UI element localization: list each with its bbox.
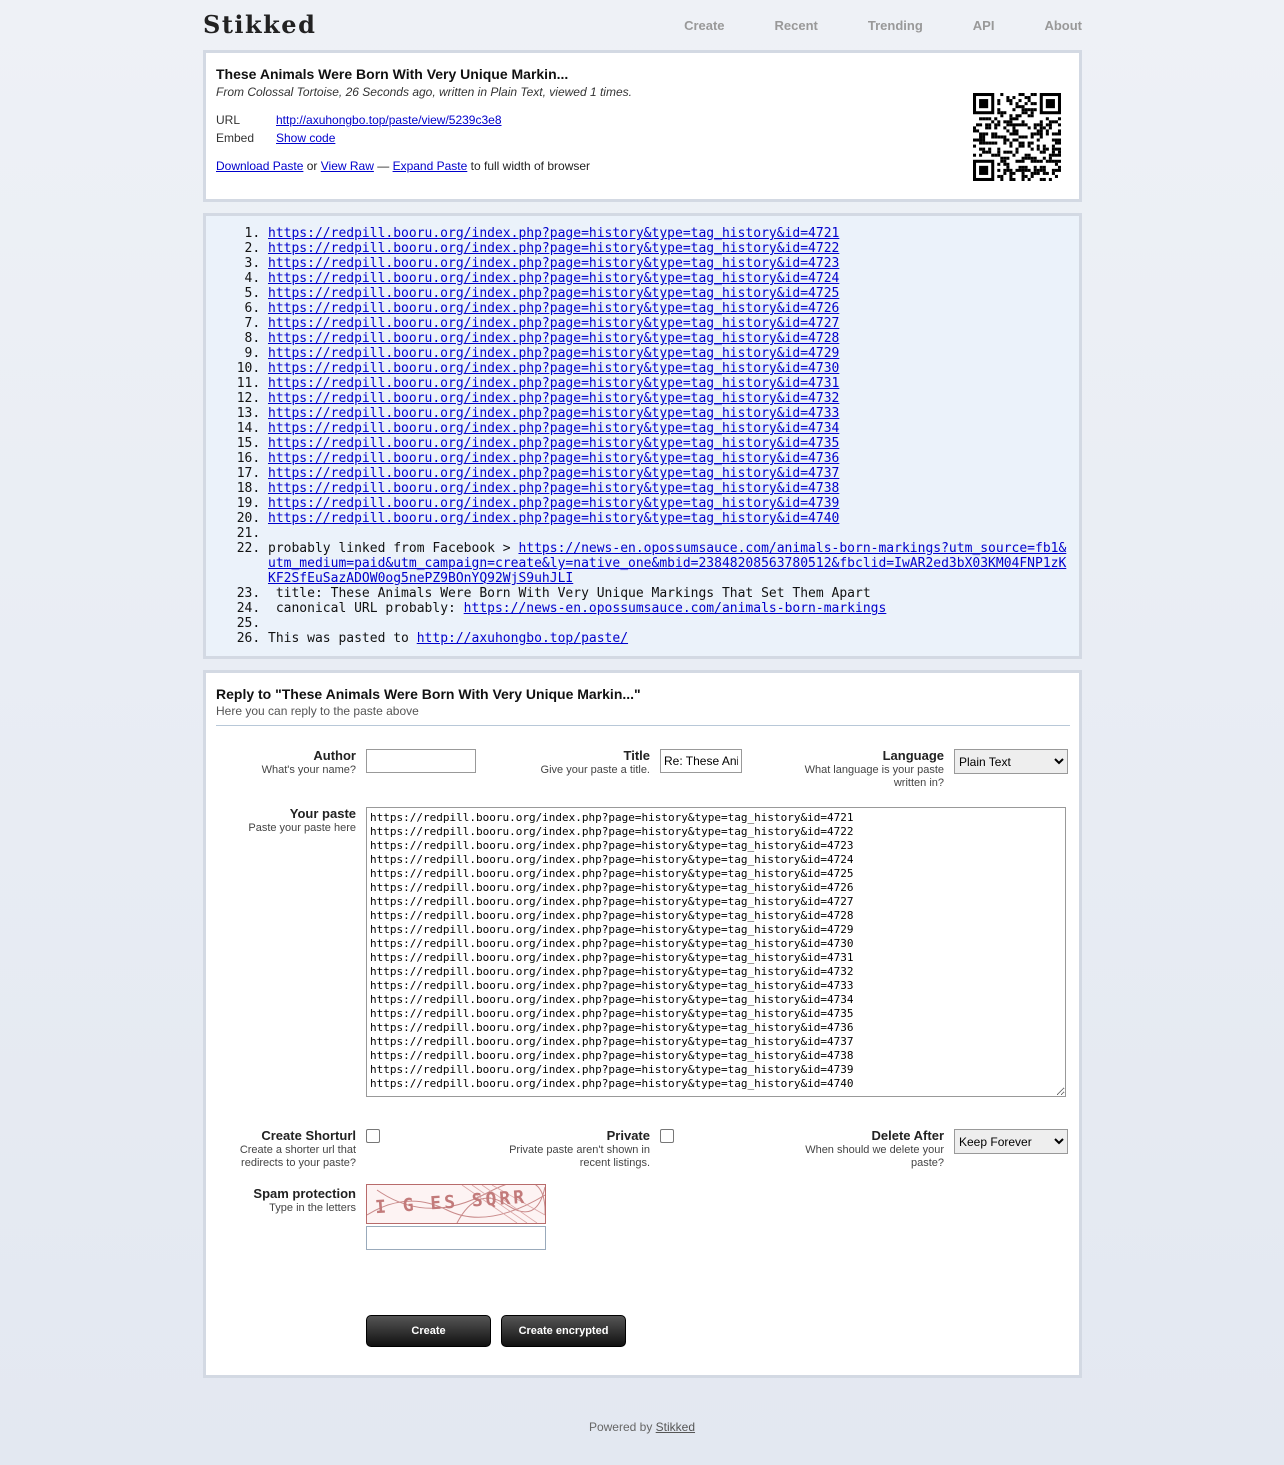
code-line-link[interactable]: https://redpill.booru.org/index.php?page=history&type=tag_history&id=4721 (268, 226, 840, 241)
author-label-text: Author (313, 748, 356, 763)
code-line-text: This was pasted to (268, 631, 417, 646)
code-line (268, 511, 1068, 526)
code-line (268, 256, 1068, 271)
captcha-input[interactable] (366, 1226, 546, 1250)
code-line-link[interactable]: https://redpill.booru.org/index.php?page=history&type=tag_history&id=4731 (268, 376, 840, 391)
author-input[interactable] (366, 749, 476, 773)
shorturl-label-text: Create Shorturl (261, 1128, 356, 1143)
shorturl-checkbox[interactable] (366, 1129, 380, 1143)
code-line (268, 406, 1068, 421)
code-line (268, 286, 1068, 301)
code-line-link[interactable]: https://redpill.booru.org/index.php?page=history&type=tag_history&id=4728 (268, 331, 840, 346)
code-line-link[interactable]: https://redpill.booru.org/index.php?page=history&type=tag_history&id=4732 (268, 391, 840, 406)
code-line-link[interactable]: https://redpill.booru.org/index.php?page=history&type=tag_history&id=4738 (268, 481, 840, 496)
divider (216, 725, 1070, 726)
code-line-link[interactable]: https://redpill.booru.org/index.php?page=history&type=tag_history&id=4726 (268, 301, 840, 316)
create-encrypted-button[interactable]: Create encrypted (501, 1315, 626, 1347)
private-label-text: Private (606, 1128, 650, 1143)
code-line-link[interactable]: https://news-en.opossumsauce.com/animals-born-markings (463, 601, 887, 616)
powered-by-text: Powered by (588, 1420, 653, 1434)
delete-after-select[interactable] (954, 1129, 1068, 1154)
spam-label (216, 1186, 356, 1215)
nav-recent[interactable]: Recent (774, 18, 818, 33)
title-input[interactable] (660, 749, 742, 773)
nav-trending[interactable]: Trending (867, 18, 923, 33)
or-text: or (306, 159, 318, 173)
delete-after-hint: When should we delete your paste? (805, 1144, 944, 1169)
code-line (268, 451, 1068, 466)
paste-code-box (203, 213, 1082, 659)
code-line (268, 376, 1068, 391)
shorturl-hint: Create a shorter url that redirects to your paste? (239, 1144, 356, 1169)
code-line-link[interactable]: https://redpill.booru.org/index.php?page=history&type=tag_history&id=4735 (268, 436, 840, 451)
code-line (268, 496, 1068, 511)
download-row (216, 159, 590, 173)
embed-row (216, 131, 335, 145)
language-label-text: Language (882, 748, 944, 763)
code-line (268, 391, 1068, 406)
code-line-link[interactable]: https://redpill.booru.org/index.php?page=history&type=tag_history&id=4740 (268, 511, 840, 526)
code-line-link[interactable]: https://redpill.booru.org/index.php?page=history&type=tag_history&id=4722 (268, 241, 840, 256)
code-line (268, 586, 1068, 601)
code-line (268, 271, 1068, 286)
code-line (268, 301, 1068, 316)
paste-meta: From Colossal Tortoise, 26 Seconds ago, written in Plain Text, viewed 1 times. (216, 85, 632, 99)
code-line-link[interactable]: https://redpill.booru.org/index.php?page=history&type=tag_history&id=4727 (268, 316, 840, 331)
shorturl-label (216, 1128, 356, 1170)
title-hint: Give your paste a title. (540, 764, 650, 776)
captcha-text: I G ES SQRR (374, 1186, 528, 1219)
site-logo[interactable]: Stikked (203, 10, 317, 39)
expand-paste-link[interactable]: Expand Paste (392, 159, 468, 173)
delete-after-label (784, 1128, 944, 1170)
code-line (268, 331, 1068, 346)
code-line (268, 631, 1068, 646)
code-line-link[interactable]: https://redpill.booru.org/index.php?page=history&type=tag_history&id=4729 (268, 346, 840, 361)
footer (0, 1420, 1284, 1434)
reply-title: Reply to "These Animals Were Born With Very Unique Markin..." (216, 686, 641, 702)
paste-info-box (203, 50, 1082, 202)
view-raw-link[interactable]: View Raw (320, 159, 374, 173)
show-code-link[interactable]: Show code (276, 131, 336, 145)
delete-after-label-text: Delete After (871, 1128, 944, 1143)
embed-label: Embed (216, 131, 255, 145)
expand-tail-text: to full width of browser (470, 159, 591, 173)
code-line (268, 616, 1068, 631)
qr-code-icon (973, 93, 1061, 181)
nav-create[interactable]: Create (684, 18, 725, 33)
code-line (268, 601, 1068, 616)
code-line-text: title: These Animals Were Born With Very Unique Markings That Set Them Apart (268, 586, 871, 601)
stikked-footer-link[interactable]: Stikked (655, 1420, 696, 1434)
code-line (268, 436, 1068, 451)
paste-label-text: Your paste (289, 806, 356, 821)
code-line (268, 421, 1068, 436)
code-line (268, 481, 1068, 496)
url-label: URL (216, 113, 241, 127)
code-line (268, 241, 1068, 256)
captcha-image (366, 1184, 546, 1224)
code-line (268, 361, 1068, 376)
code-line-link[interactable]: https://redpill.booru.org/index.php?page=history&type=tag_history&id=4724 (268, 271, 840, 286)
paste-url-link[interactable]: http://axuhongbo.top/paste/view/5239c3e8 (276, 113, 502, 127)
code-lines (206, 226, 1068, 646)
title-label (490, 748, 650, 777)
main-nav (634, 18, 1082, 33)
spam-hint: Type in the letters (269, 1202, 356, 1214)
paste-hint: Paste your paste here (248, 822, 356, 834)
code-line-link[interactable]: https://redpill.booru.org/index.php?page=history&type=tag_history&id=4736 (268, 451, 840, 466)
author-hint: What's your name? (261, 764, 356, 776)
download-paste-link[interactable]: Download Paste (216, 159, 304, 173)
code-line-link[interactable]: https://redpill.booru.org/index.php?page=history&type=tag_history&id=4730 (268, 361, 840, 376)
create-button[interactable]: Create (366, 1315, 491, 1347)
nav-api[interactable]: API (972, 18, 995, 33)
private-label (490, 1128, 650, 1170)
nav-about[interactable]: About (1044, 18, 1082, 33)
code-line-link[interactable]: https://redpill.booru.org/index.php?page=history&type=tag_history&id=4733 (268, 406, 840, 421)
code-line (268, 316, 1068, 331)
code-line-link[interactable]: https://redpill.booru.org/index.php?page=history&type=tag_history&id=4739 (268, 496, 840, 511)
paste-label (216, 806, 356, 835)
reply-subtitle: Here you can reply to the paste above (216, 704, 419, 718)
code-line-text: canonical URL probably: (268, 601, 464, 616)
code-line (268, 346, 1068, 361)
url-row (216, 113, 502, 127)
code-line-text: probably linked from Facebook > (268, 541, 519, 556)
private-hint: Private paste aren't shown in recent listings. (509, 1144, 650, 1169)
title-label-text: Title (623, 748, 650, 763)
code-line-link[interactable]: https://redpill.booru.org/index.php?page=history&type=tag_history&id=4725 (268, 286, 840, 301)
code-line (268, 526, 1068, 541)
dash-text: — (377, 159, 390, 173)
author-label (216, 748, 356, 777)
code-line (268, 541, 1068, 586)
language-label (784, 748, 944, 790)
spam-label-text: Spam protection (253, 1186, 356, 1201)
paste-title: These Animals Were Born With Very Unique Markin... (216, 66, 569, 82)
code-line (268, 226, 1068, 241)
code-line-link[interactable]: https://redpill.booru.org/index.php?page=history&type=tag_history&id=4737 (268, 466, 840, 481)
code-line (268, 466, 1068, 481)
site-header (203, 0, 1082, 50)
code-line-link[interactable]: https://redpill.booru.org/index.php?page=history&type=tag_history&id=4723 (268, 256, 840, 271)
code-line-link[interactable]: https://redpill.booru.org/index.php?page=history&type=tag_history&id=4734 (268, 421, 840, 436)
code-line-link[interactable]: http://axuhongbo.top/paste/ (416, 631, 629, 646)
private-checkbox[interactable] (660, 1129, 674, 1143)
code-line-link[interactable]: https://news-en.opossumsauce.com/animals-born-markings?utm_source=fb1&utm_medium=paid&utm_campaign=create&ly=native_one&mbid=23848208563780512&fbclid=IwAR2ed3bX03KM04FNP1zKKF2SfEuSazADOW0og5nePZ9BOnYQ92WjS9uhJLI (268, 541, 1067, 586)
language-select[interactable] (954, 749, 1068, 774)
paste-textarea[interactable] (366, 807, 1066, 1097)
language-hint: What language is your paste written in? (804, 764, 944, 789)
reply-box (203, 670, 1082, 1378)
